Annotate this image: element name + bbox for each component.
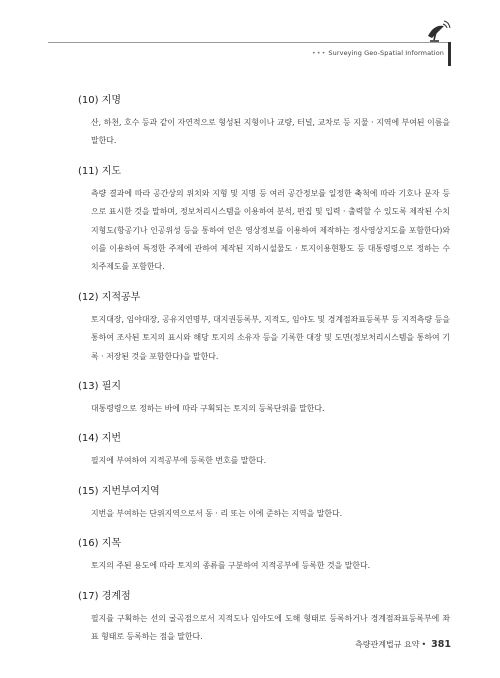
header-dots: ••• [311, 49, 327, 57]
definition-section [78, 380, 450, 418]
definition-section [78, 94, 450, 151]
definition-body: 토지의 주된 용도에 따라 토지의 종류를 구분하여 지적공부에 등록한 것을 말한다. [91, 561, 371, 571]
page-number: 381 [431, 639, 451, 650]
definition-section [78, 432, 450, 470]
definitions-list [78, 94, 450, 661]
definition-section [78, 590, 450, 647]
header-title: Surveying Geo-Spatial Information [328, 49, 444, 57]
definition-heading: (13) 필지 [78, 381, 122, 393]
definition-heading: (14) 지번 [78, 433, 122, 445]
definition-body: 측량 결과에 따라 공간상의 위치와 지형 및 지명 등 여러 공간정보를 일정한 축척에 따라 기호나 문자 등으로 표시한 것을 말하며, 정보처리시스템을 이용하여 분석, 편집 및 입력 · 출력할 수 있도록 제작된 수치지형도(항공기나 인공위성 등을 통하여 얻은 영상정보를 이용하여 제작하는 정사영상지도를 포함한다)와 이를 이용하여 특정한 주제에 관하여 제작된 지하시설물도 · 토지이용현황도 등 대통령령으로 정하는 수치주제도를 포함한다. [91, 188, 450, 272]
definition-body: 대통령령으로 정하는 바에 따라 구획되는 토지의 등록단위를 말한다. [91, 404, 325, 414]
satellite-dish-icon [424, 20, 452, 42]
definition-section [78, 291, 450, 366]
definition-body: 필지를 구획하는 선의 굴곡점으로서 지적도나 임야도에 도해 형태로 등록하거나 경계점좌표등록부에 좌표 형태로 등록하는 점을 말한다. [91, 613, 450, 642]
footer-separator: • [421, 640, 427, 649]
definition-body: 지번을 부여하는 단위지역으로서 동 · 리 또는 이에 준하는 지역을 말한다. [91, 508, 343, 518]
definition-body: 필지에 부여하여 지적공부에 등록한 번호를 말한다. [91, 456, 267, 466]
definition-heading: (12) 지적공부 [78, 291, 141, 303]
definition-heading: (11) 지도 [78, 165, 122, 177]
definition-section [78, 537, 450, 575]
running-header [312, 49, 444, 57]
definition-section [78, 485, 450, 523]
definition-body: 산, 하천, 호수 등과 같이 자연적으로 형성된 지형이나 교량, 터널, 교차로 등 지물 · 지역에 부여된 이름을 말한다. [91, 118, 450, 146]
page-footer [355, 639, 451, 650]
definition-heading: (16) 지목 [78, 538, 122, 550]
definition-section [78, 165, 450, 277]
header-rule [48, 42, 448, 43]
definition-body: 토지대장, 임야대장, 공유지연명부, 대지권등록부, 지적도, 임야도 및 경계점좌표등록부 등 지적측량 등을 통하여 조사된 토지의 표시와 해당 토지의 소유자 등을 기록한 대장 및 도면(정보처리시스템을 통하여 기록 · 저장된 것을 포함한다)을 말한다. [91, 314, 450, 361]
footer-title: 측량관계법규 요약 [355, 640, 420, 649]
definition-heading: (17) 경계점 [78, 590, 131, 602]
header-tab [448, 42, 451, 66]
definition-heading: (15) 지번부여지역 [78, 485, 160, 497]
definition-heading: (10) 지명 [78, 95, 122, 106]
